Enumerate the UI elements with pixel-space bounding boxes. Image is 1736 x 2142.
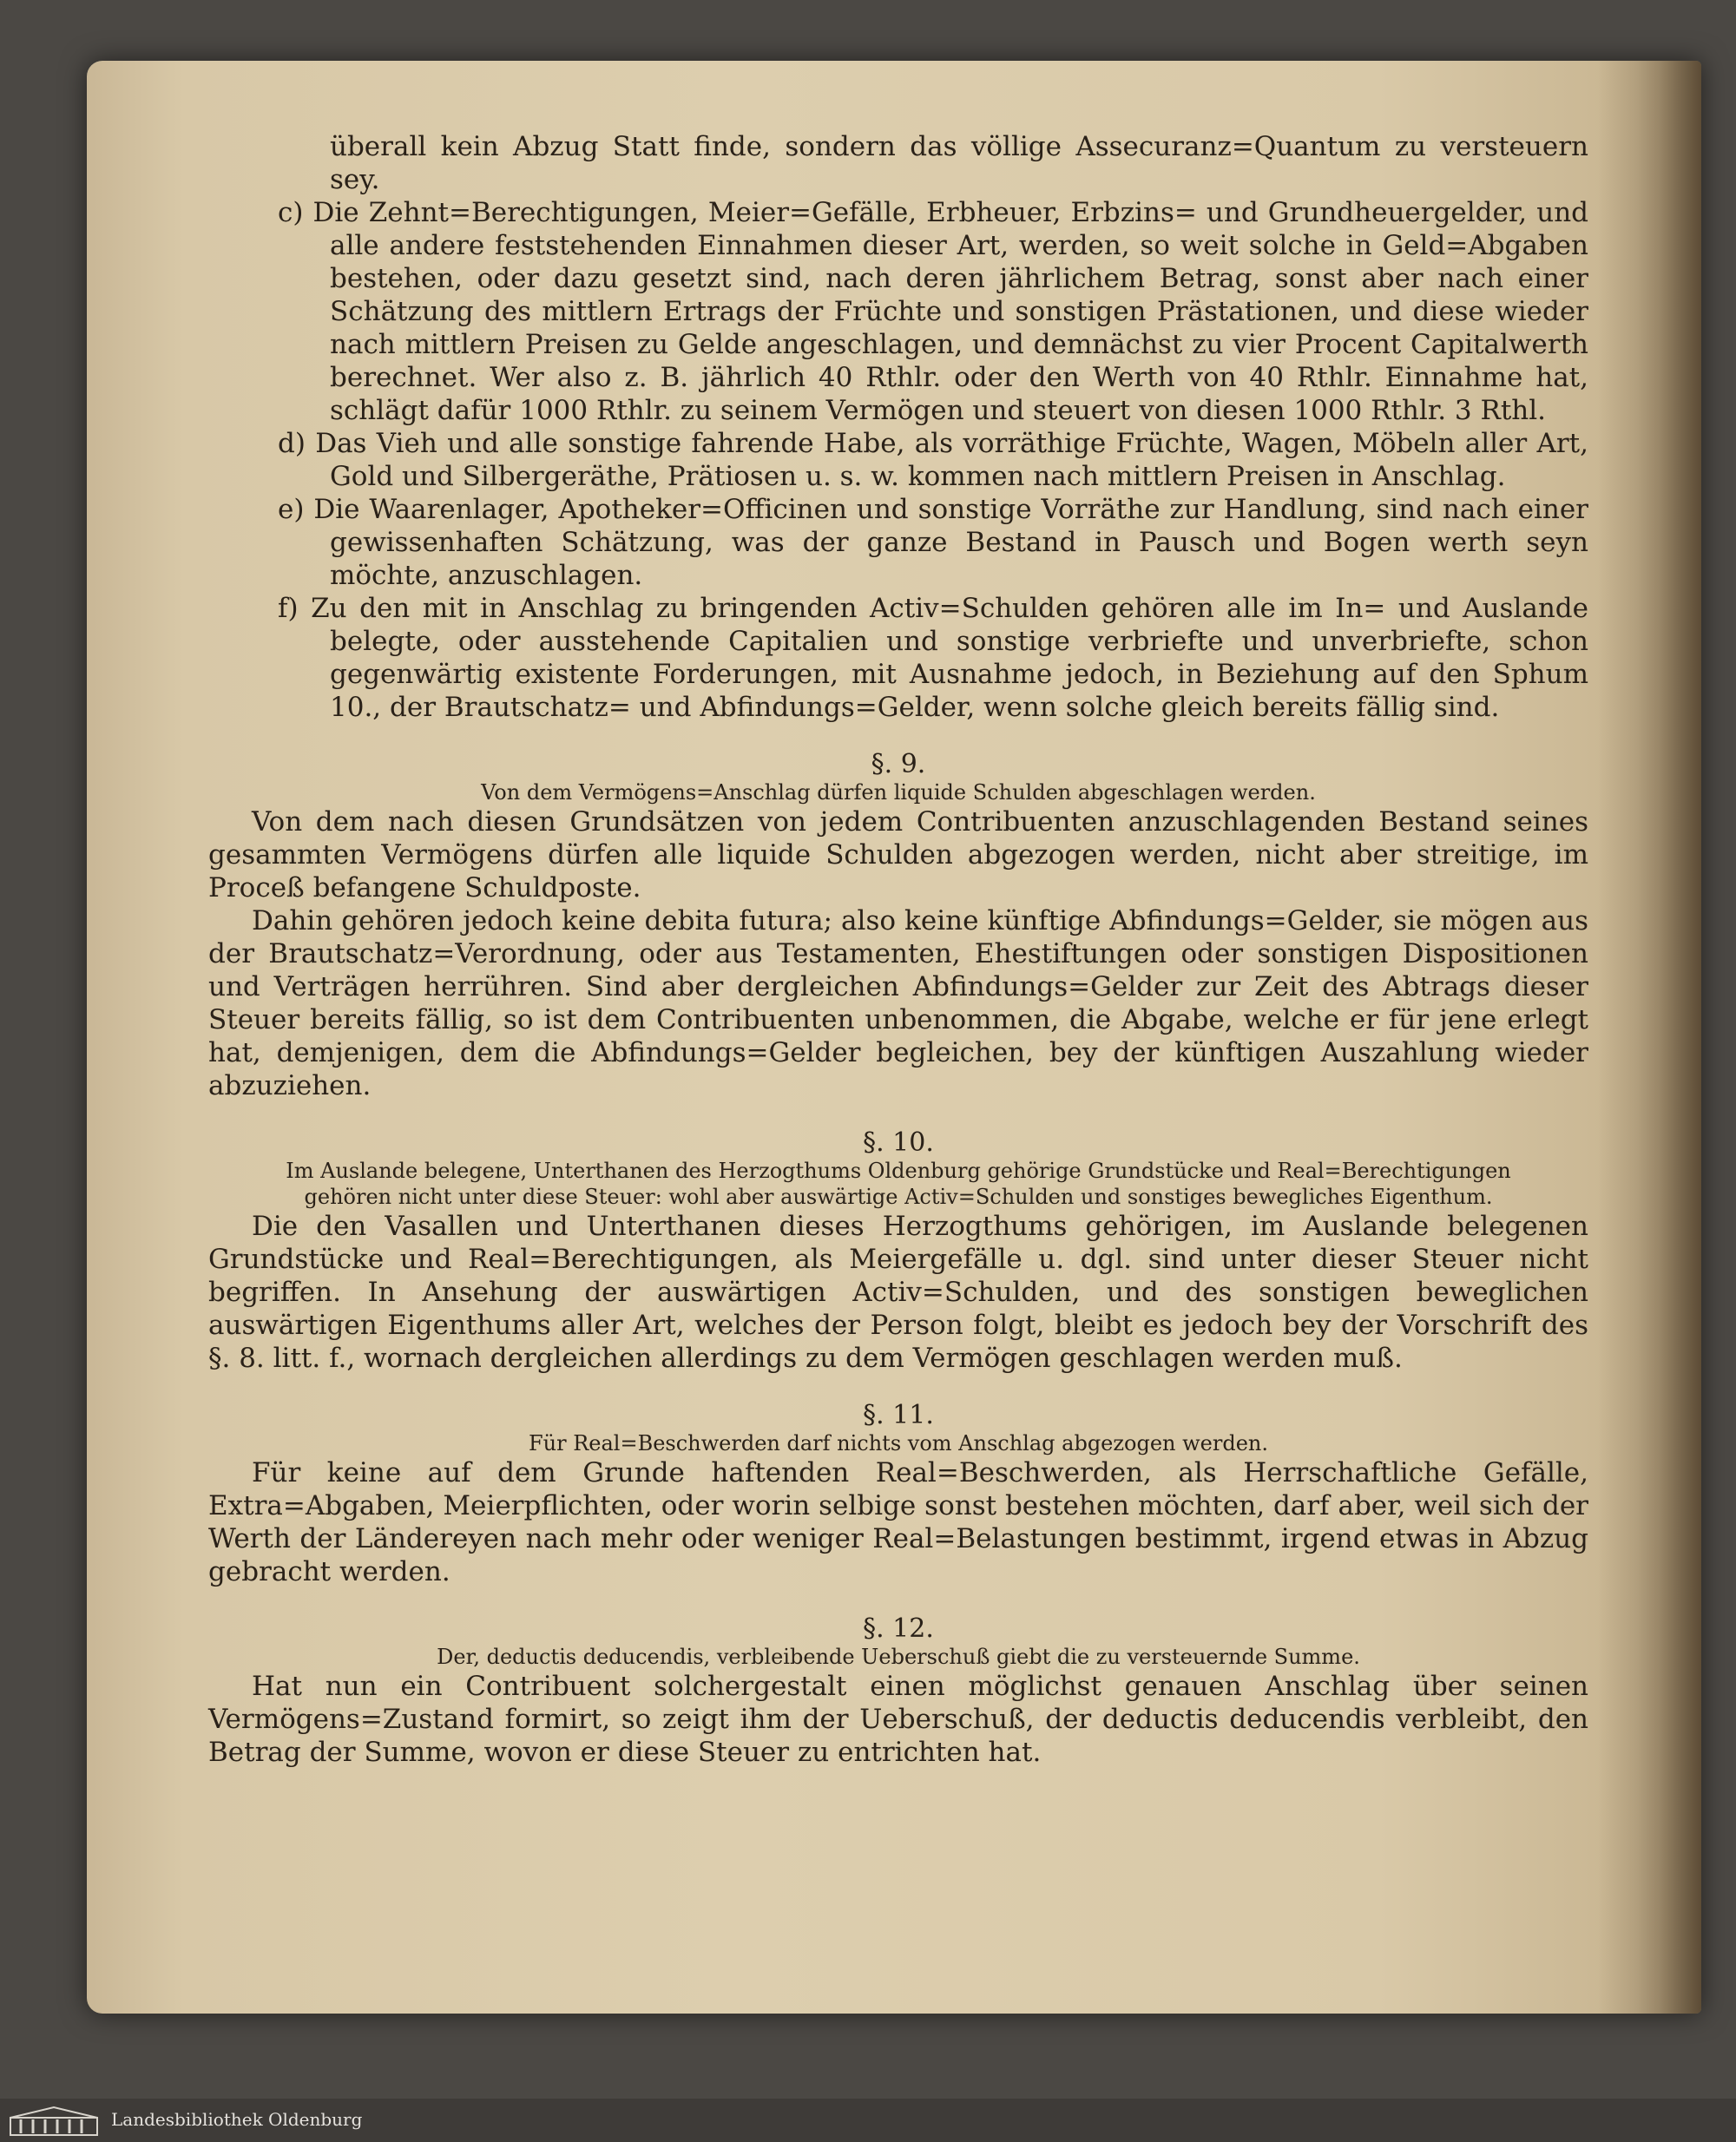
section-9-paragraph-1: Von dem nach diesen Grundsätzen von jedem Contribuenten anzuschlagenden Bestand seines gesammten Vermögens dürfen alle liquide Schulden abgezogen werden, nicht aber streitige, im Proceß befangene Schuldposte. (208, 806, 1588, 903)
section-10-title: Im Auslande belegene, Unterthanen des Herzogthums Oldenburg gehörige Grundstücke und Real=Berechtigungen gehören nicht unter diese Steuer: wohl aber auswärtige Activ=Schulden und sonstiges bewegliches Eigenthum. (286, 1159, 1511, 1209)
list-item-c: c) Die Zehnt=Berechtigungen, Meier=Gefälle, Erbheuer, Erbzins= und Grundheuergelder, und alle andere feststehenden Einnahmen dieser Art, werden, so weit solche in Geld=Abgaben bestehen, oder dazu gesetzt sind, nach deren jährlichem Betrag, sonst aber nach einer Schätzung des mittlern Ertrags der Früchte und sonstigen Prästationen, und diese wieder nach mittlern Preisen zu Gelde angeschlagen, und demnächst zu vier Procent Capitalwerth berechnet. Wer also z. B. jährlich 40 Rthlr. oder den Werth von 40 Rthlr. Einnahme hat, schlägt dafür 1000 Rthlr. zu seinem Vermögen und steuert von diesen 1000 Rthlr. 3 Rthl. (278, 197, 1588, 426)
section-10-number: §. 10. (863, 1127, 934, 1158)
section-12-paragraph: Hat nun ein Contribuent solchergestalt einen möglichst genauen Anschlag über seinen Vermögens=Zustand formirt, so zeigt ihm der Ueberschuß, der deductis deducendis verbleibt, den Betrag der Summe, wovon er diese Steuer zu entrichten hat. (208, 1671, 1588, 1768)
section-12-title: Der, deductis deducendis, verbleibende Ueberschuß giebt die zu versteuernde Summe. (437, 1645, 1360, 1669)
continued-line: überall kein Abzug Statt finde, sondern das völlige Assecuranz=Quantum zu versteuern sey. (330, 131, 1588, 195)
section-11-number: §. 11. (863, 1400, 934, 1430)
section-9-number: §. 9. (871, 749, 926, 779)
page-gutter-shadow (1597, 61, 1701, 2014)
list-item-f: f) Zu den mit in Anschlag zu bringenden Activ=Schulden gehören alle im In= und Auslande belegte, oder ausstehende Capitalien und sonstige verbriefte und unverbriefte, schon gegenwärtig existente Forderungen, mit Ausnahme jedoch, in Beziehung auf den Sphum 10., der Brautschatz= und Abfindungs=Gelder, wenn solche gleich bereits fällig sind. (278, 593, 1588, 723)
section-10-paragraph: Die den Vasallen und Unterthanen dieses Herzogthums gehörigen, im Auslande belegenen Grundstücke und Real=Berechtigungen, als Meiergefälle u. dgl. sind unter dieser Steuer nicht begriffen. In Ansehung der auswärtigen Activ=Schulden, und des sonstigen beweglichen auswärtigen Eigenthums aller Art, welches der Person folgt, bleibt es jedoch bey der Vorschrift des §. 8. litt. f., wornach dergleichen allerdings zu dem Vermögen geschlagen werden muß. (208, 1211, 1588, 1374)
list-item-d: d) Das Vieh und alle sonstige fahrende Habe, als vorräthige Früchte, Wagen, Möbeln aller Art, Gold und Silbergeräthe, Prätiosen u. s. w. kommen nach mittlern Preisen in Anschlag. (278, 428, 1588, 492)
library-name: Landesbibliothek Oldenburg (111, 2109, 363, 2130)
section-9-paragraph-2: Dahin gehören jedoch keine debita futura; also keine künftige Abfindungs=Gelder, sie mögen aus der Brautschatz=Verordnung, oder aus Testamenten, Ehestiftungen oder sonstigen Dispositionen und Verträgen herrühren. Sind aber dergleichen Abfindungs=Gelder zur Zeit des Abtrags dieser Steuer bereits fällig, so ist dem Contribuenten unbenommen, die Abgabe, welche er für jene erlegt hat, demjenigen, dem die Abfindungs=Gelder begleichen, bey der künftigen Auszahlung wieder abzuziehen. (208, 905, 1588, 1101)
library-building-icon (9, 2106, 99, 2137)
list-item-e: e) Die Waarenlager, Apotheker=Officinen und sonstige Vorräthe zur Handlung, sind nach einer gewissenhaften Schätzung, was der ganze Bestand in Pausch und Bogen werth seyn möchte, anzuschlagen. (278, 494, 1588, 591)
section-11-title: Für Real=Beschwerden darf nichts vom Anschlag abgezogen werden. (528, 1431, 1268, 1455)
page-text (208, 130, 1588, 1769)
section-9-title: Von dem Vermögens=Anschlag dürfen liquide Schulden abgeschlagen werden. (481, 780, 1316, 805)
section-11-paragraph: Für keine auf dem Grunde haftenden Real=Beschwerden, als Herrschaftliche Gefälle, Extra=Abgaben, Meierpflichten, oder worin selbige sonst bestehen möchten, darf aber, weil sich der Werth der Ländereyen nach mehr oder weniger Real=Belastungen bestimmt, irgend etwas in Abzug gebracht werden. (208, 1457, 1588, 1587)
footer-bar (0, 2099, 1736, 2142)
section-12-number: §. 12. (863, 1613, 934, 1644)
